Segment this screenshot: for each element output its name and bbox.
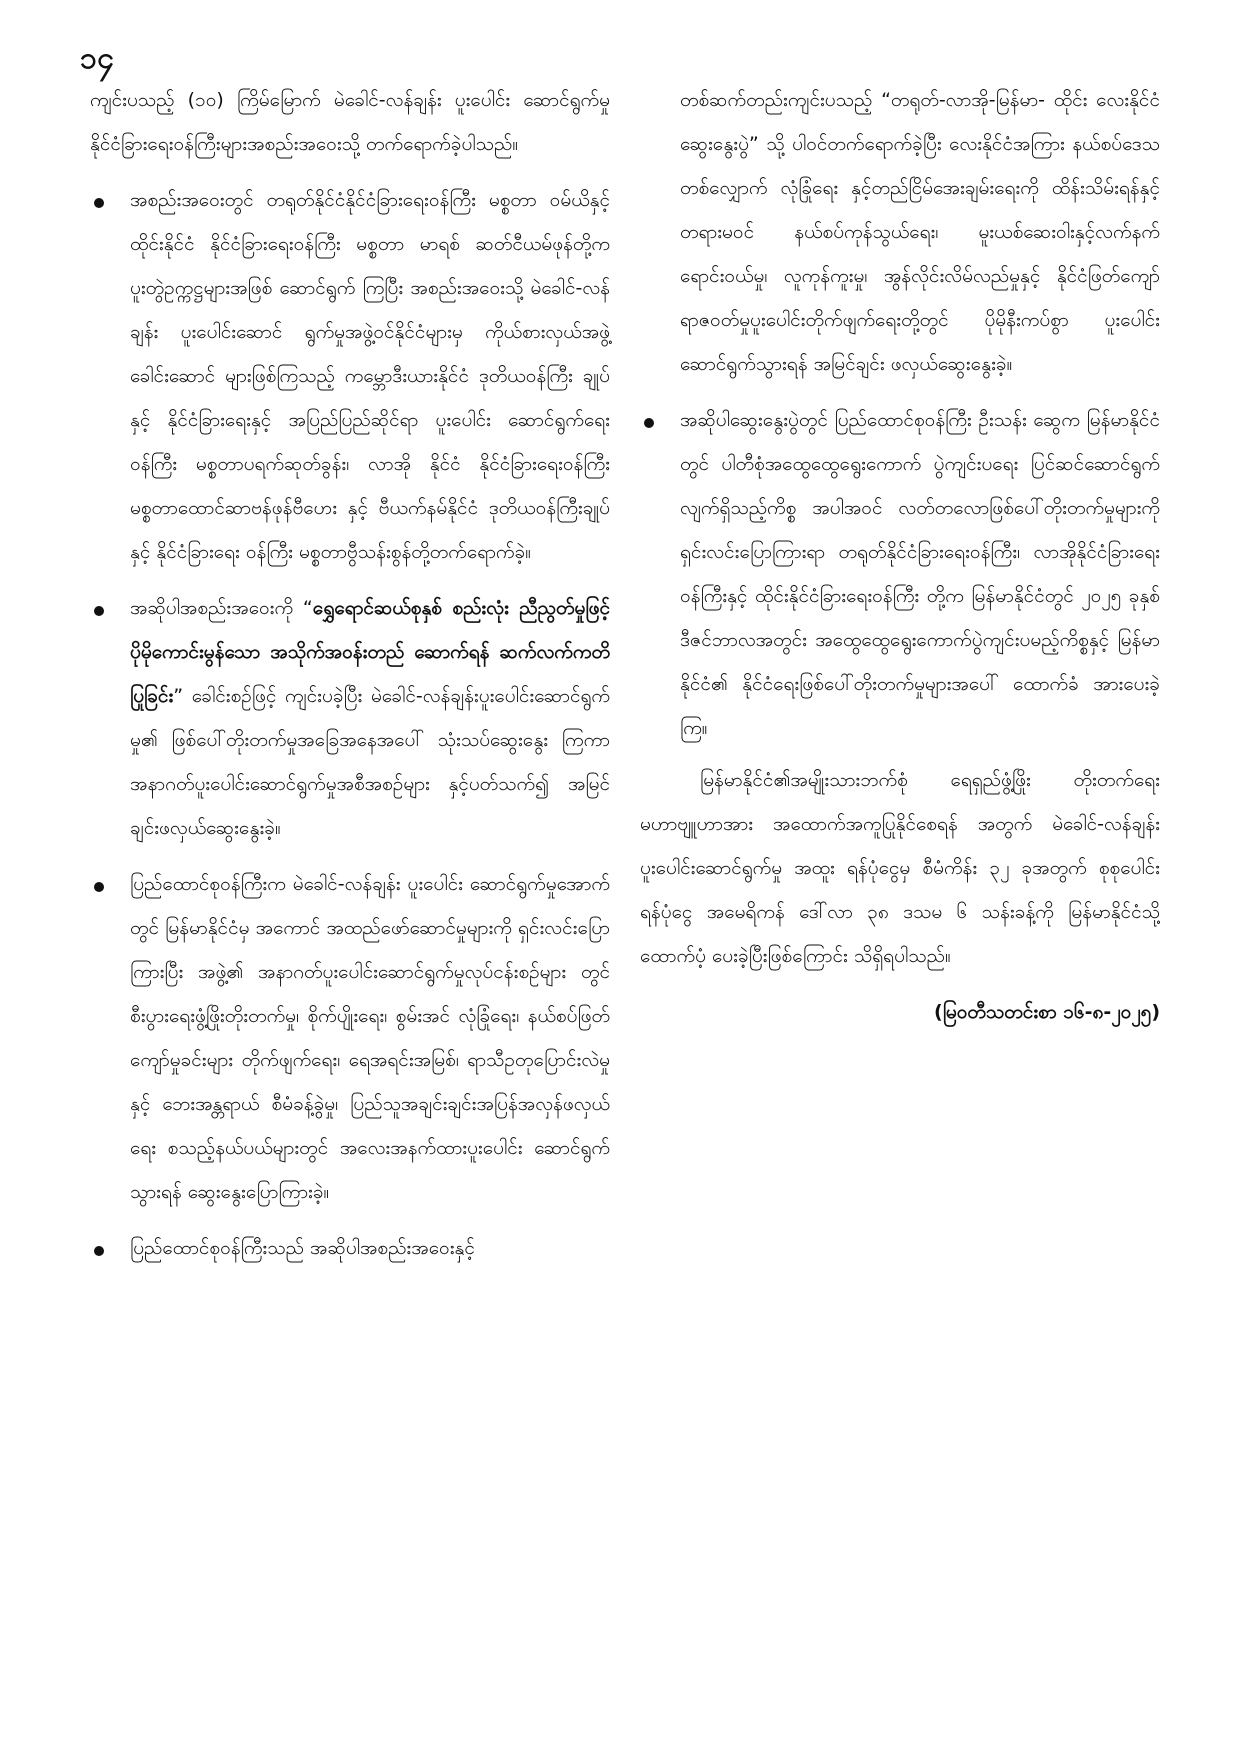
bullet-item bbox=[640, 398, 1160, 750]
left-bullet-list bbox=[90, 178, 610, 1270]
left-intro-paragraph: ကျင်းပသည့် (၁၀) ကြိမ်မြောက် မဲခေါင်-လန်ချန်း ပူးပေါင်း ဆောင်ရွက်မှု နိုင်ငံခြားရေးဝန်ကြီးများအစည်းအဝေးသို့ တက်ရောက်ခဲ့ပါသည်။ bbox=[90, 89, 610, 155]
left-column bbox=[90, 78, 610, 1270]
closing-paragraph: မြန်မာနိုင်ငံ၏အမျိုးသားဘက်စုံ ရေရှည်ဖွံ့ဖြိုး တိုးတက်ရေးမဟာဗျူဟာအား အထောက်အကူပြုနိုင်စေရန် အတွက် မဲခေါင်-လန်ချန်း ပူးပေါင်းဆောင်ရွက်မှု အထူး ရန်ပုံငွေမှ စီမံကိန်း ၃၂ ခုအတွက် စုစုပေါင်းရန်ပုံငွေ အမေရိကန် ဒေါ်လာ ၃၈ ဒသမ ၆ သန်းခန့်ကို မြန်မာနိုင်ငံသို့ ထောက်ပံ့ ပေးခဲ့ပြီးဖြစ်ကြောင်း သိရှိရပါသည်။ bbox=[640, 769, 1160, 967]
bullet-text: အစည်းအဝေးတွင် တရုတ်နိုင်ငံနိုင်ငံခြားရေးဝန်ကြီး မစ္စတာ ဝမ်ယိနှင့် ထိုင်းနိုင်ငံ နိုင်ငံခြားရေးဝန်ကြီး မစ္စတာ မာရစ် ဆတ်ငီယမ်ဖုန်တို့က ပူးတွဲဥက္ကဋ္ဌများအဖြစ် ဆောင်ရွက် ကြပြီး အစည်းအဝေးသို့ မဲခေါင်-လန်ချန်း ပူးပေါင်းဆောင် ရွက်မှုအဖွဲ့ဝင်နိုင်ငံများမှ ကိုယ်စားလှယ်အဖွဲ့ခေါင်းဆောင် များဖြစ်ကြသည့် ကမ္ဘောဒီးယားနိုင်ငံ ဒုတိယဝန်ကြီး ချုပ်နှင့် နိုင်ငံခြားရေးနှင့် အပြည်ပြည်ဆိုင်ရာ ပူးပေါင်း ဆောင်ရွက်ရေးဝန်ကြီး မစ္စတာပရက်ဆုတ်ခွန်း၊ လာအို နိုင်ငံ နိုင်ငံခြားရေးဝန်ကြီး မစ္စတာထောင်ဆာဗန်ဖုန်ဗီဟေး နှင့် ဗီယက်နမ်နိုင်ငံ ဒုတိယဝန်ကြီးချုပ်နှင့် နိုင်ငံခြားရေး ဝန်ကြီး မစ္စတာဗွီသန်းစွန်တို့တက်ရောက်ခဲ့။ bbox=[130, 189, 610, 563]
bullet-item bbox=[90, 1226, 610, 1270]
bullet-text-with-bold bbox=[130, 586, 610, 850]
bullet-text: အဆိုပါဆွေးနွေးပွဲတွင် ပြည်ထောင်စုဝန်ကြီး ဦးသန်း ဆွေက မြန်မာနိုင်ငံတွင် ပါတီစုံအထွေထွေရွေးကောက် ပွဲကျင်းပရေး ပြင်ဆင်ဆောင်ရွက်လျက်ရှိသည့်ကိစ္စ အပါအဝင် လတ်တလောဖြစ်ပေါ်တိုးတက်မှုများကို ရှင်းလင်းပြောကြားရာ တရုတ်နိုင်ငံခြားရေးဝန်ကြီး၊ လာအိုနိုင်ငံခြားရေးဝန်ကြီးနှင့် ထိုင်းနိုင်ငံခြားရေးဝန်ကြီး တို့က မြန်မာနိုင်ငံတွင် ၂၀၂၅ ခုနှစ် ဒီဇင်ဘာလအတွင်း အထွေထွေရွေးကောက်ပွဲကျင်းပမည့်ကိစ္စနှင့် မြန်မာ နိုင်ငံ၏ နိုင်ငံရေးဖြစ်ပေါ်တိုးတက်မှုများအပေါ် ထောက်ခံ အားပေးခဲ့ကြ။ bbox=[680, 409, 1160, 739]
bullet-item bbox=[90, 178, 610, 574]
page-number: ၁၄ bbox=[80, 41, 114, 76]
right-bullet-list bbox=[640, 398, 1160, 750]
source-citation: (မြဝတီသတင်းစာ ၁၆-၈-၂၀၂၅) bbox=[934, 1001, 1160, 1023]
right-continuation-paragraph: တစ်ဆက်တည်းကျင်းပသည့် “တရုတ်-လာအို-မြန်မာ- ထိုင်း လေးနိုင်ငံဆွေးနွေးပွဲ” သို့ ပါဝင်တက်ရောက်ခဲ့ပြီး လေးနိုင်ငံအကြား နယ်စပ်ဒေသတစ်လျှောက် လုံခြုံရေး နှင့်တည်ငြိမ်အေးချမ်းရေးကို ထိန်းသိမ်းရန်နှင့် တရားမဝင် နယ်စပ်ကုန်သွယ်ရေး၊ မူးယစ်ဆေးဝါးနှင့်လက်နက် ရောင်းဝယ်မှု၊ လူကုန်ကူးမှု၊ အွန်လိုင်းလိမ်လည်မှုနှင့် နိုင်ငံဖြတ်ကျော် ရာဇဝတ်မှုပူးပေါင်းတိုက်ဖျက်ရေးတို့တွင် ပိုမိုနီးကပ်စွာ ပူးပေါင်းဆောင်ရွက်သွားရန် အမြင်ချင်း ဖလှယ်ဆွေးနွေးခဲ့။ bbox=[680, 89, 1160, 375]
right-column bbox=[640, 78, 1160, 1034]
bullet-text: ပြည်ထောင်စုဝန်ကြီးသည် အဆိုပါအစည်းအဝေးနှင့် bbox=[130, 1237, 475, 1259]
bullet-text-pre: အဆိုပါအစည်းအဝေးကို “ bbox=[130, 597, 313, 619]
bullet-item bbox=[90, 862, 610, 1214]
bullet-text-post: ” ခေါင်းစဉ်ဖြင့် ကျင်းပခဲ့ပြီး မဲခေါင်-လန်ချန်းပူးပေါင်းဆောင်ရွက်မှု၏ ဖြစ်ပေါ်တိုးတက်မှုအခြေအနေအပေါ် သုံးသပ်ဆွေးနွေး ကြကာ အနာဂတ်ပူးပေါင်းဆောင်ရွက်မှုအစီအစဉ်များ နှင့်ပတ်သက်၍ အမြင်ချင်းဖလှယ်ဆွေးနွေးခဲ့။ bbox=[130, 685, 610, 839]
bullet-text: ပြည်ထောင်စုဝန်ကြီးက မဲခေါင်-လန်ချန်း ပူးပေါင်း ဆောင်ရွက်မှုအောက်တွင် မြန်မာနိုင်ငံမှ အကောင် အထည်ဖော်ဆောင်မှုများကို ရှင်းလင်းပြောကြားပြီး အဖွဲ့၏ အနာဂတ်ပူးပေါင်းဆောင်ရွက်မှုလုပ်ငန်းစဉ်များ တွင် စီးပွားရေးဖွံ့ဖြိုးတိုးတက်မှု၊ စိုက်ပျိုးရေး၊ စွမ်းအင် လုံခြုံရေး၊ နယ်စပ်ဖြတ်ကျော်မှုခင်းများ တိုက်ဖျက်ရေး၊ ရေအရင်းအမြစ်၊ ရာသီဥတုပြောင်းလဲမှုနှင့် ဘေးအန္တရာယ် စီမံခန့်ခွဲမှု၊ ပြည်သူအချင်းချင်းအပြန်အလှန်ဖလှယ်ရေး စသည့်နယ်ပယ်များတွင် အလေးအနက်ထားပူးပေါင်း ဆောင်ရွက်သွားရန် ဆွေးနွေးပြောကြားခဲ့။ bbox=[130, 873, 610, 1203]
bullet-text-bold-title: ရွှေရောင်ဆယ်စုနှစ် စည်းလုံး ညီညွတ်မှုဖြင့် ပိုမိုကောင်းမွန်သော အသိုက်အဝန်းတည် ဆောက်ရန် ဆက်လက်ကတိပြုခြင်း bbox=[130, 597, 610, 707]
bullet-item bbox=[90, 586, 610, 850]
